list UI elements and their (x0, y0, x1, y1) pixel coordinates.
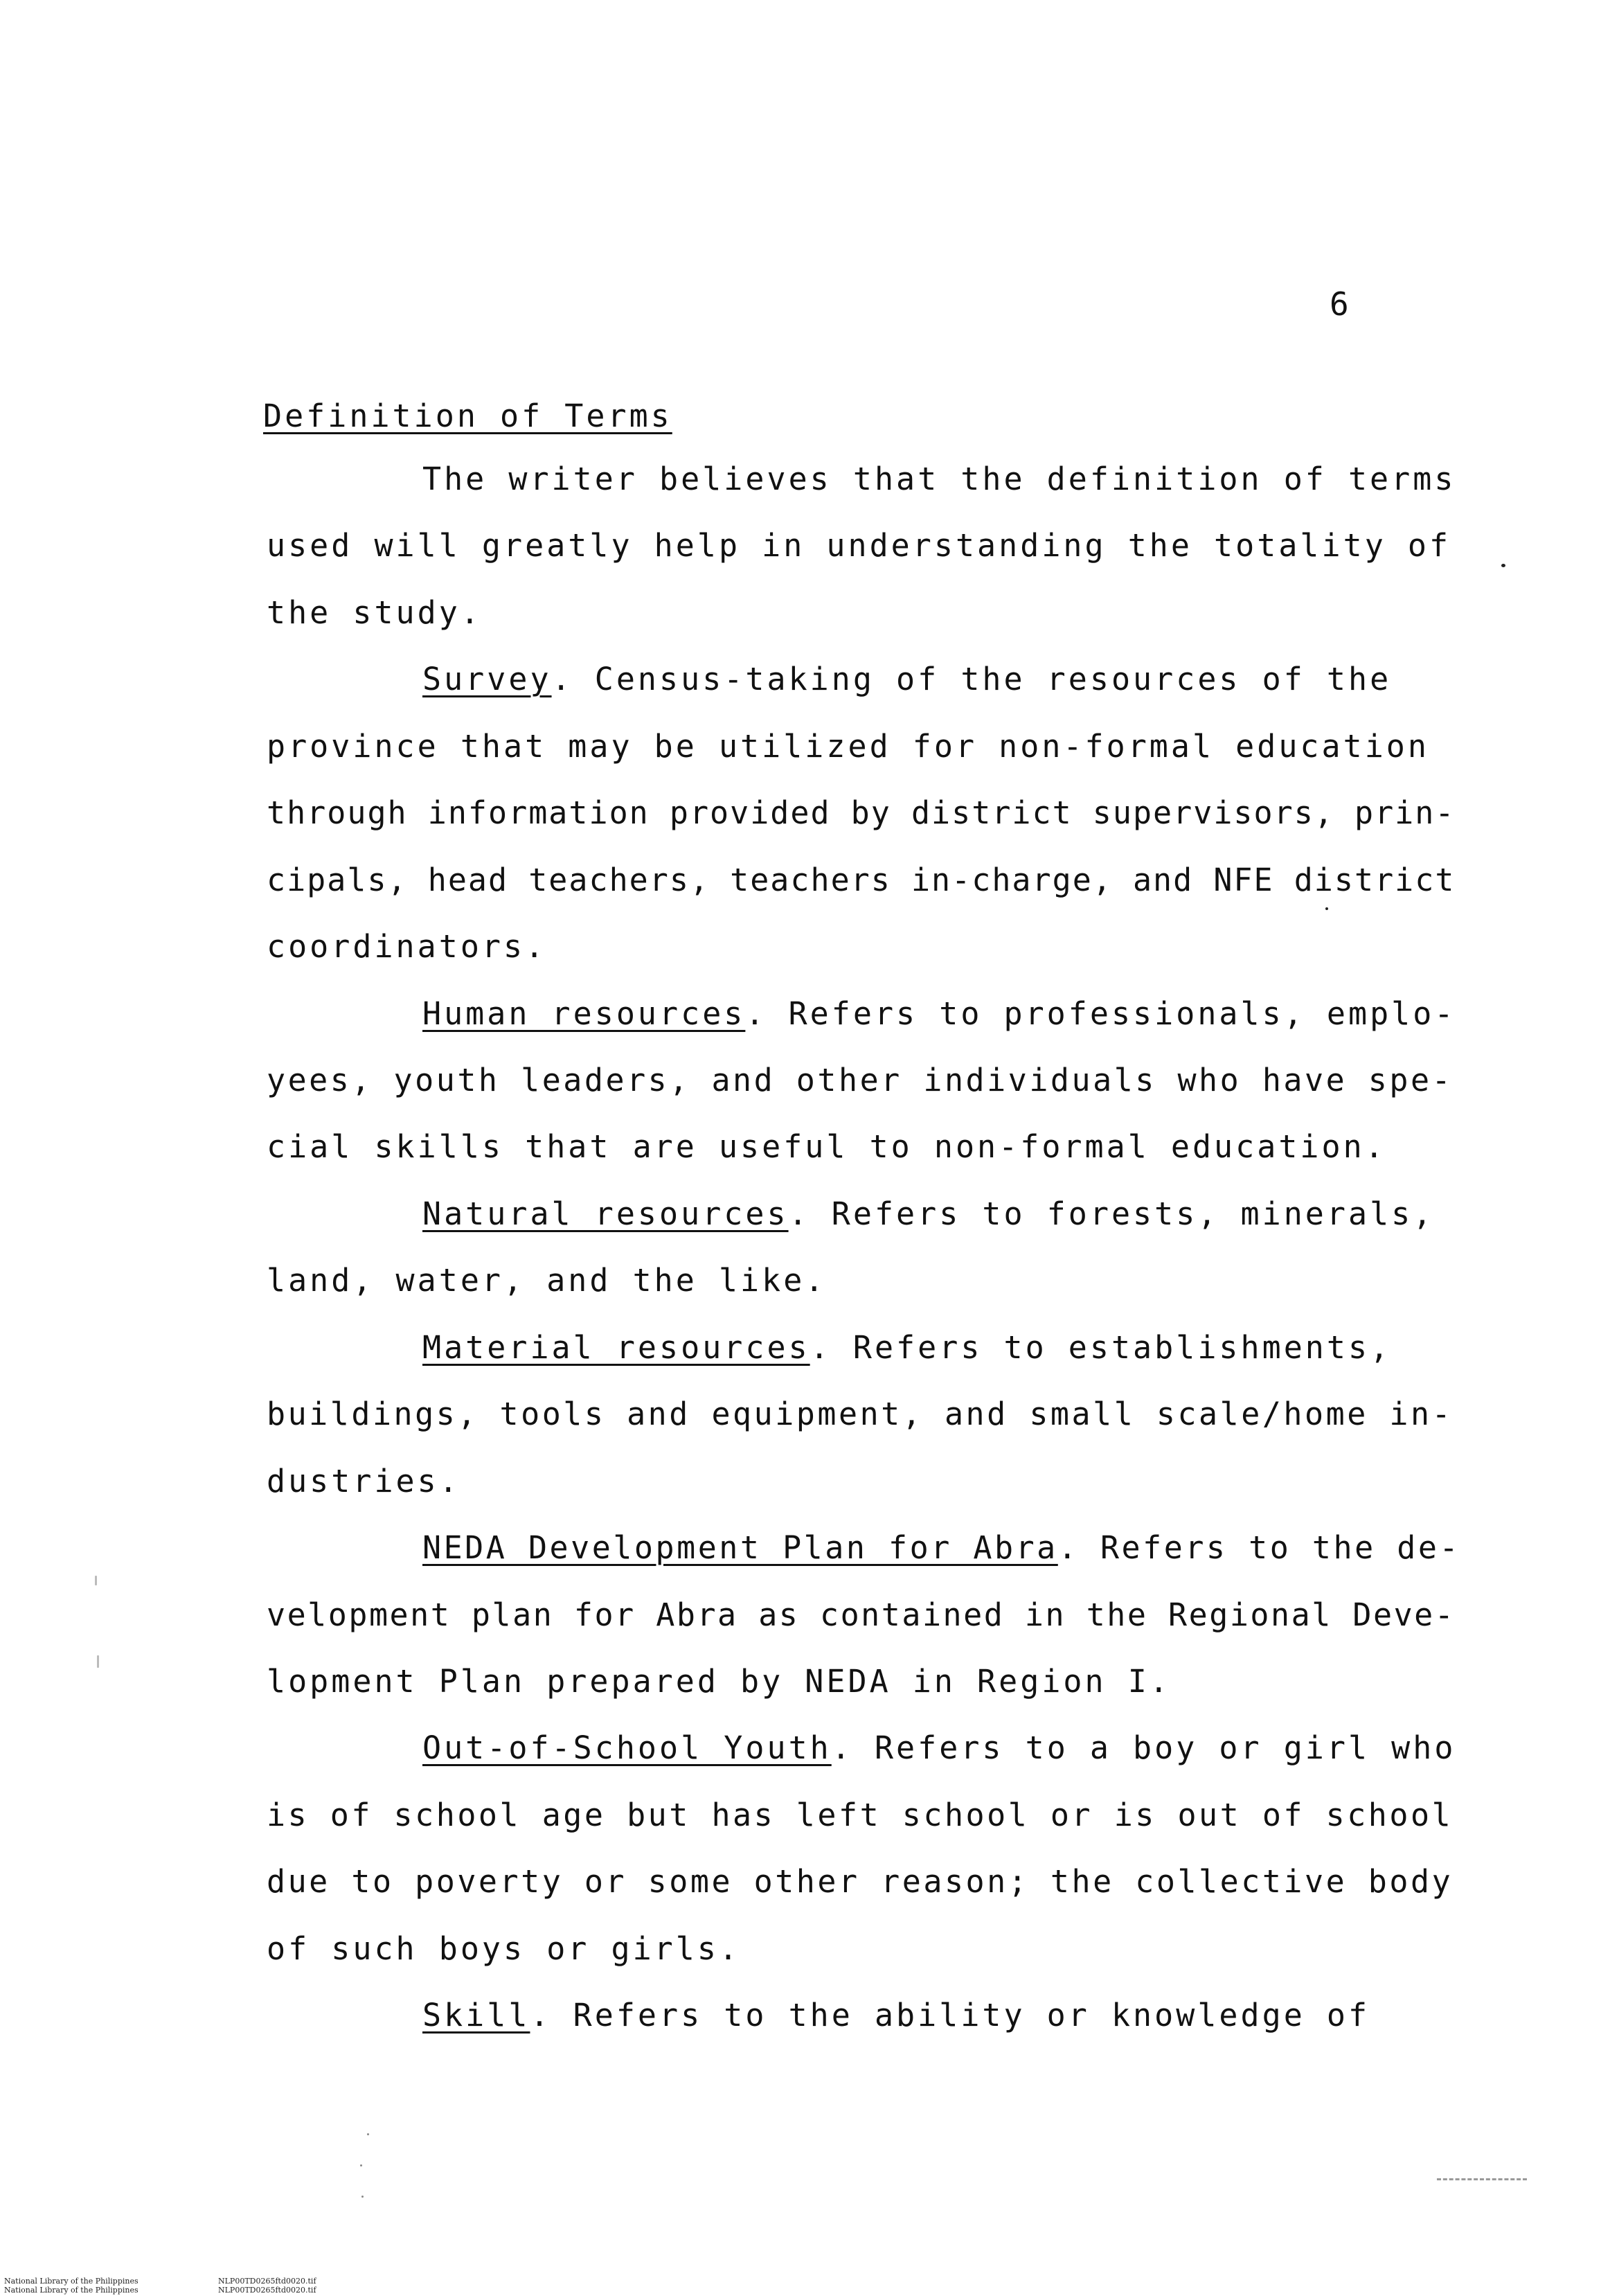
line-text: of such boys or girls. (267, 1930, 741, 1967)
line-text: buildings, tools and equipment, and small scale/home in- (267, 1396, 1454, 1432)
footer-filename-line-2: NLP00TD0265ftd0020.tif (218, 2286, 316, 2295)
scan-dash-mark (1437, 2178, 1527, 2182)
body-line (422, 1329, 1392, 1366)
scan-speck (1325, 907, 1328, 910)
body-line (422, 995, 1456, 1032)
definition-text: . Census-taking of the resources of the (551, 661, 1392, 697)
line-text: coordinators. (267, 928, 547, 965)
footer-library-line-2: National Library of the Philippines (4, 2286, 138, 2295)
body-line (267, 1663, 1171, 1700)
definition-text: . Refers to establishments, (810, 1329, 1392, 1366)
footer-library (4, 2277, 138, 2295)
defined-term: Skill (422, 1997, 530, 2034)
body-line (267, 527, 1451, 564)
body-line (267, 594, 482, 631)
body-line (267, 1930, 741, 1967)
scan-speck (97, 1655, 99, 1668)
body-line (422, 1529, 1461, 1566)
line-text: used will greatly help in understanding the totality of (267, 527, 1451, 564)
body-line (267, 1128, 1386, 1165)
scan-speck (361, 2196, 364, 2198)
defined-term: NEDA Development Plan for Abra (422, 1529, 1058, 1566)
defined-term: Human resources (422, 995, 746, 1032)
body-line (422, 1997, 1370, 2034)
line-text: dustries. (267, 1463, 460, 1499)
body-line (422, 661, 1392, 697)
definition-text: . Refers to the ability or knowledge of (530, 1997, 1370, 2034)
line-text: cipals, head teachers, teachers in-charge, and NFE district (267, 862, 1456, 898)
definition-text: . Refers to the de- (1057, 1529, 1461, 1566)
line-text: yees, youth leaders, and other individuals who have spe- (267, 1062, 1454, 1098)
scan-speck (360, 2164, 362, 2166)
section-heading: Definition of Terms (263, 398, 672, 434)
body-line (267, 1799, 1453, 1831)
line-text: province that may be utilized for non-formal education (267, 728, 1429, 765)
page-number: 6 (1330, 285, 1350, 323)
defined-term: Survey (422, 661, 552, 697)
body-line (422, 1195, 1435, 1232)
line-text: velopment plan for Abra as contained in the Regional Deve- (267, 1596, 1456, 1633)
definition-text: . Refers to forests, minerals, (788, 1195, 1435, 1232)
defined-term: Natural resources (422, 1195, 789, 1232)
body-line (422, 1729, 1456, 1766)
body-line (267, 1863, 1454, 1900)
body-line (267, 1596, 1456, 1633)
line-text: due to poverty or some other reason; the collective body (267, 1863, 1454, 1900)
line-text: lopment Plan prepared by NEDA in Region I. (267, 1663, 1171, 1700)
footer-filename-line-1: NLP00TD0265ftd0020.tif (218, 2277, 316, 2286)
line-text: the study. (267, 594, 482, 631)
body-line (267, 1062, 1454, 1098)
defined-term: Out-of-School Youth (422, 1729, 832, 1766)
body-line (267, 728, 1429, 765)
footer-filename (218, 2277, 316, 2295)
line-text: The writer believes that the definition of terms (422, 461, 1456, 497)
scan-speck (367, 2133, 369, 2135)
body-line (267, 928, 547, 965)
line-text: is of school age but has left school or is out of school (267, 1797, 1454, 1833)
line-text: land, water, and the like. (267, 1262, 827, 1299)
body-line (267, 794, 1456, 831)
body-line (267, 864, 1455, 896)
scan-speck (95, 1576, 97, 1585)
scan-speck (1501, 564, 1505, 567)
body-line (267, 1463, 460, 1499)
defined-term: Material resources (422, 1329, 810, 1366)
definition-text: . Refers to a boy or girl who (831, 1729, 1456, 1766)
footer-library-line-1: National Library of the Philippines (4, 2277, 138, 2286)
body-line (422, 463, 1456, 495)
definition-text: . Refers to professionals, emplo- (745, 995, 1456, 1032)
body-line (267, 1398, 1453, 1430)
line-text: cial skills that are useful to non-formal education. (267, 1128, 1386, 1165)
body-line (267, 1262, 827, 1299)
line-text: through information provided by district supervisors, prin- (267, 794, 1456, 831)
